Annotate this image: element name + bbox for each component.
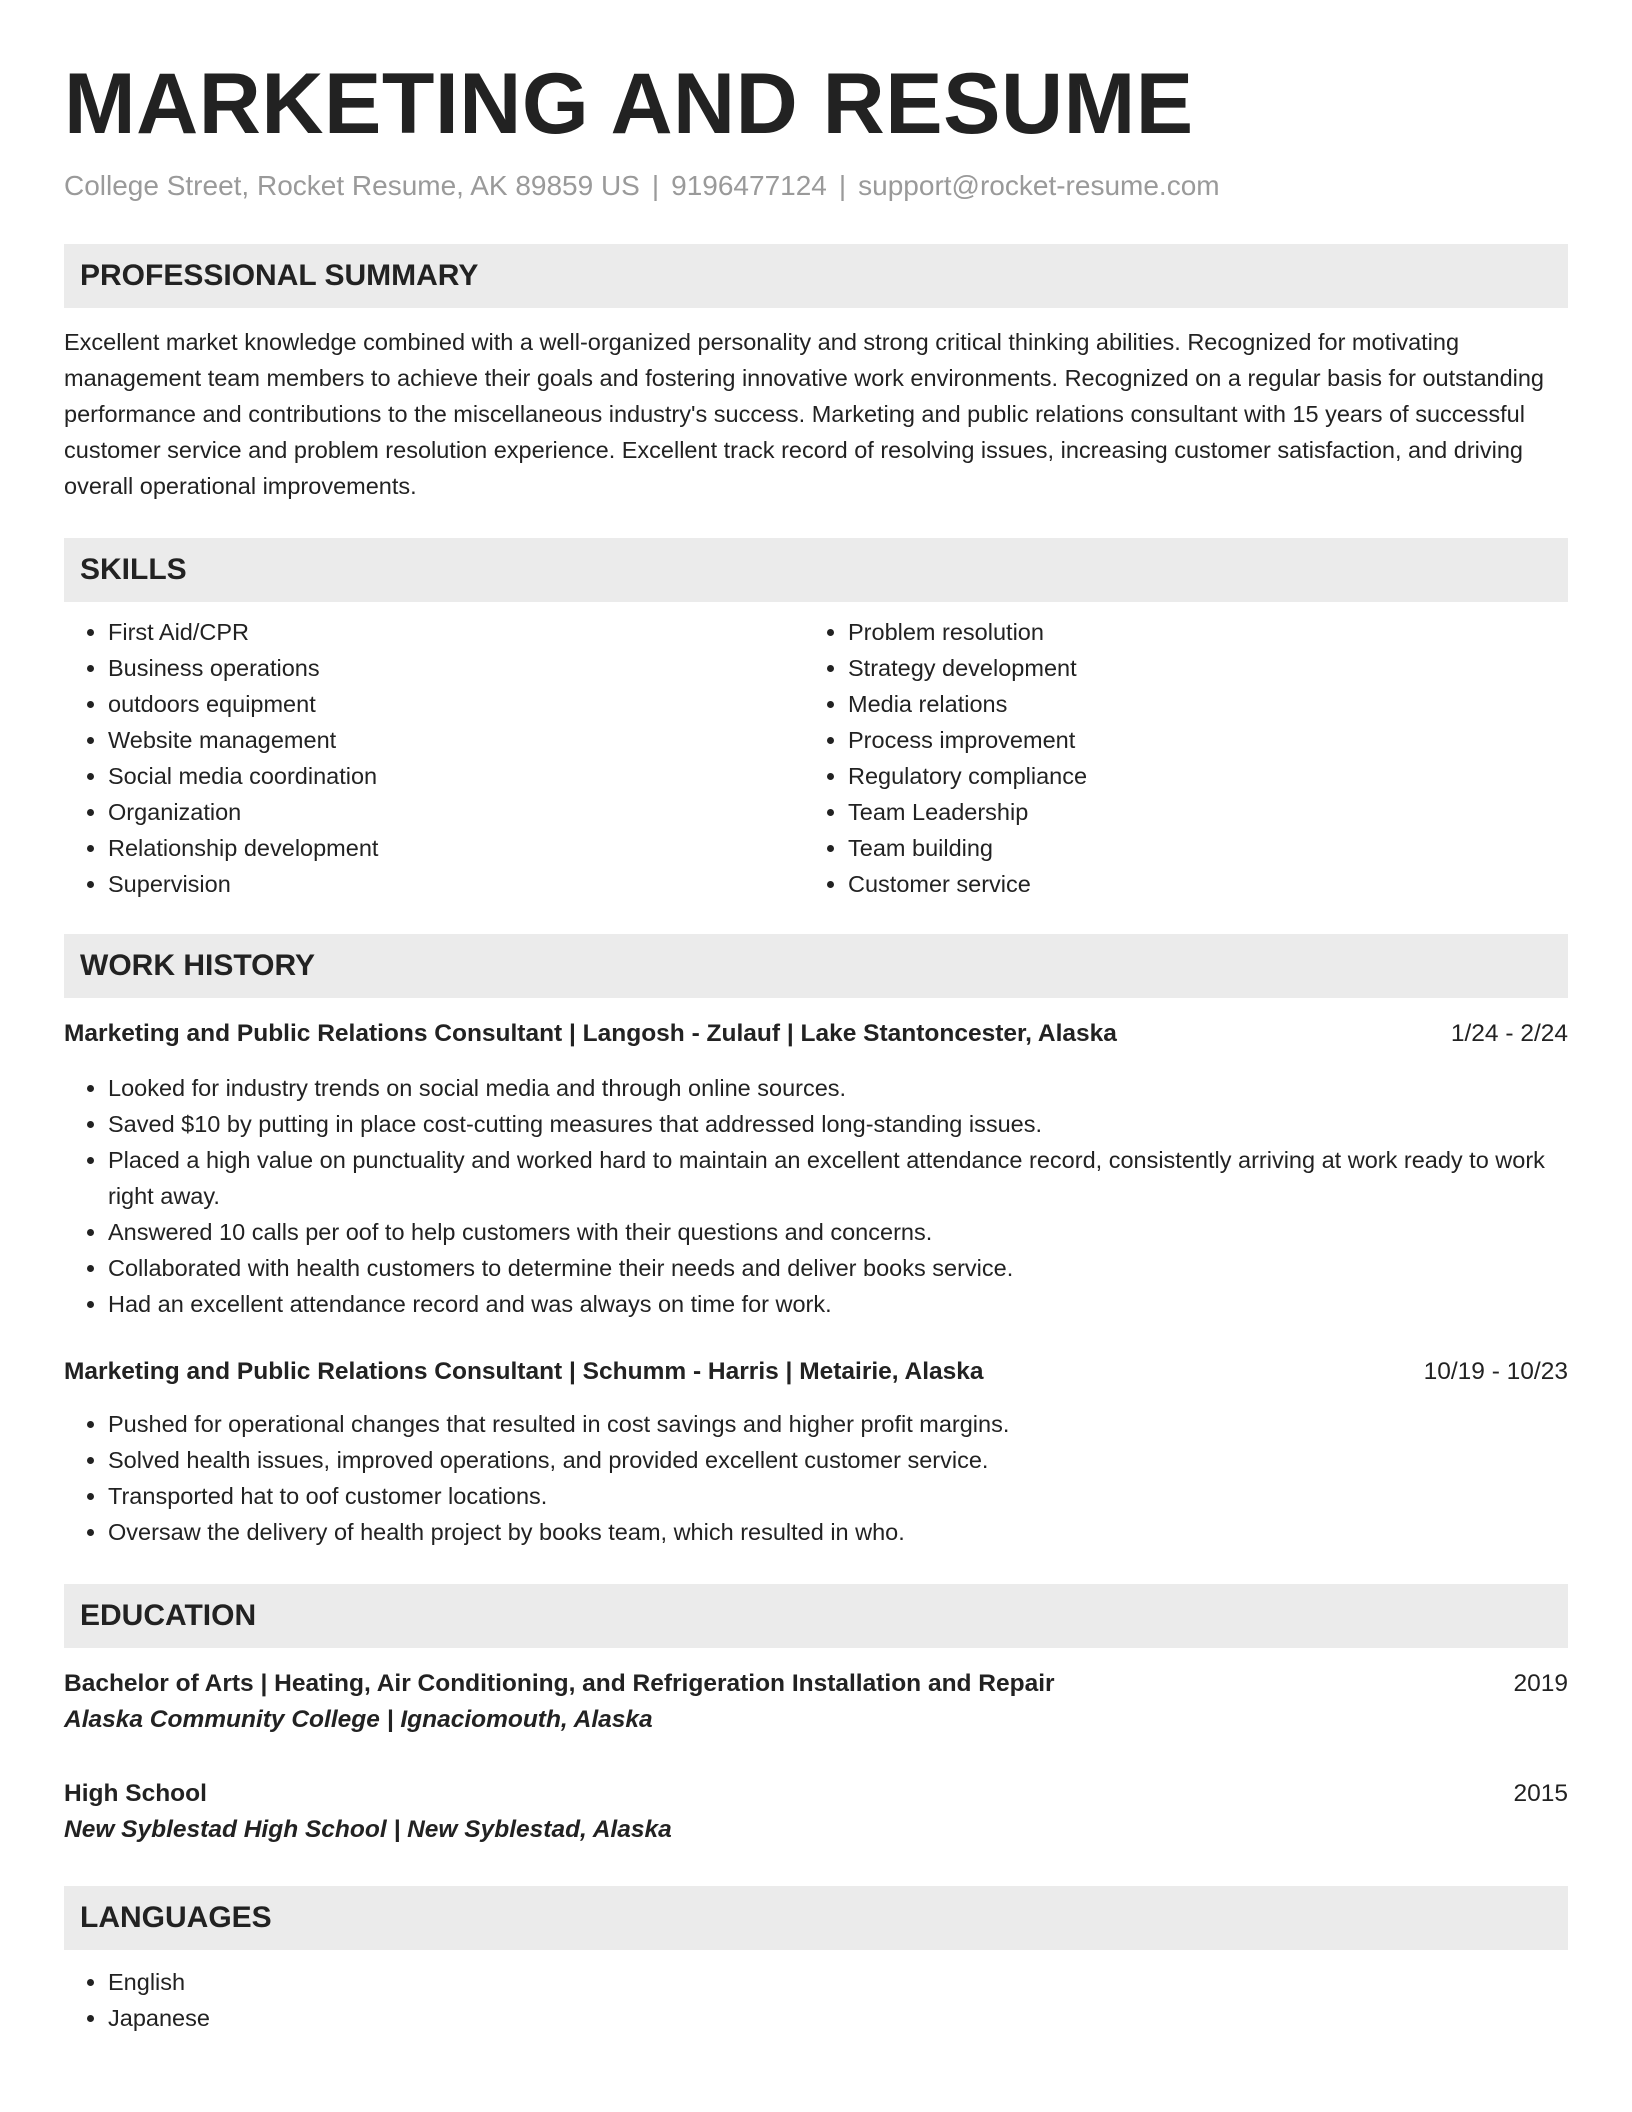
skill-item: • Regulatory compliance xyxy=(848,758,1544,794)
job-entry xyxy=(64,1016,1568,1322)
section-heading-work-history: WORK HISTORY xyxy=(64,934,1568,998)
email: support@rocket-resume.com xyxy=(858,170,1220,201)
job-bullet: • Had an excellent attendance record and was always on time for work. xyxy=(108,1286,1568,1322)
education-header xyxy=(64,1776,1568,1812)
language-item: • English xyxy=(108,1964,1568,2000)
languages-list xyxy=(64,1964,1568,2036)
job-dates: 10/19 - 10/23 xyxy=(1423,1358,1568,1385)
skills-columns xyxy=(64,614,1568,902)
job-bullet: • Pushed for operational changes that resulted in cost savings and higher profit margins. xyxy=(108,1406,1568,1442)
job-title: Marketing and Public Relations Consultant | Schumm - Harris | Metairie, Alaska xyxy=(64,1358,984,1385)
education-section xyxy=(64,1584,1568,1848)
job-bullet: • Oversaw the delivery of health project by books team, which resulted in who. xyxy=(108,1514,1568,1550)
skills-section xyxy=(64,538,1568,902)
education-entry xyxy=(64,1666,1568,1738)
education-year: 2015 xyxy=(1513,1780,1568,1807)
job-dates: 1/24 - 2/24 xyxy=(1450,1020,1568,1047)
summary-text: Excellent market knowledge combined with a well-organized personality and strong critical thinking abilities. Recognized for motivating management team members to achieve their goals and fostering innovative work environments. Recognized on a regular basis for outstanding performance and contributions to the miscellaneous industry's success. Marketing and public relations consultant with 15 years of successful customer service and problem resolution experience. Excellent track record of resolving issues, increasing customer satisfaction, and driving overall operational improvements. xyxy=(64,329,1545,499)
skills-column-right xyxy=(804,614,1544,902)
separator: | xyxy=(651,170,660,201)
skill-item: • Team building xyxy=(848,830,1544,866)
skill-item: • Team Leadership xyxy=(848,794,1544,830)
job-title: Marketing and Public Relations Consultant | Langosh - Zulauf | Lake Stantoncester, Alaska xyxy=(64,1020,1117,1047)
job-bullet: • Collaborated with health customers to determine their needs and deliver books service. xyxy=(108,1250,1568,1286)
contact-line xyxy=(64,166,1568,206)
education-degree: Bachelor of Arts | Heating, Air Conditioning, and Refrigeration Installation and Repair xyxy=(64,1670,1055,1697)
job-bullet: • Answered 10 calls per oof to help customers with their questions and concerns. xyxy=(108,1214,1568,1250)
job-bullet: • Looked for industry trends on social media and through online sources. xyxy=(108,1070,1568,1106)
education-school: New Syblestad High School | New Syblestad, Alaska xyxy=(64,1816,672,1843)
languages-section xyxy=(64,1886,1568,2036)
section-heading-summary: PROFESSIONAL SUMMARY xyxy=(64,244,1568,308)
education-entry xyxy=(64,1776,1568,1848)
skill-item: • Supervision xyxy=(108,866,804,902)
skill-item: • First Aid/CPR xyxy=(108,614,804,650)
candidate-name: MARKETING AND RESUME xyxy=(64,56,1194,152)
education-degree: High School xyxy=(64,1780,207,1807)
skill-item: • Organization xyxy=(108,794,804,830)
section-heading-education: EDUCATION xyxy=(64,1584,1568,1648)
section-heading-languages: LANGUAGES xyxy=(64,1886,1568,1950)
skill-item: • Strategy development xyxy=(848,650,1544,686)
skills-column-left xyxy=(64,614,804,902)
education-header xyxy=(64,1666,1568,1702)
skills-list-left xyxy=(64,614,804,902)
skills-list-right xyxy=(804,614,1544,902)
job-bullet: • Solved health issues, improved operations, and provided excellent customer service. xyxy=(108,1442,1568,1478)
phone: 9196477124 xyxy=(671,170,827,201)
skill-item: • Website management xyxy=(108,722,804,758)
skill-item: • Customer service xyxy=(848,866,1544,902)
job-bullets xyxy=(64,1406,1568,1550)
language-item: • Japanese xyxy=(108,2000,1568,2036)
job-bullets xyxy=(64,1070,1568,1322)
job-bullet: • Transported hat to oof customer locations. xyxy=(108,1478,1568,1514)
education-year: 2019 xyxy=(1513,1670,1568,1697)
work-history-section xyxy=(64,934,1568,1550)
separator: | xyxy=(838,170,847,201)
job-bullet: • Saved $10 by putting in place cost-cutting measures that addressed long-standing issues. xyxy=(108,1106,1568,1142)
address: College Street, Rocket Resume, AK 89859 US xyxy=(64,170,640,201)
skill-item: • Media relations xyxy=(848,686,1544,722)
job-header xyxy=(64,1016,1568,1052)
summary-section xyxy=(64,244,1568,504)
job-header xyxy=(64,1354,1568,1390)
skill-item: • Process improvement xyxy=(848,722,1544,758)
skill-item: • Relationship development xyxy=(108,830,804,866)
job-bullet: • Placed a high value on punctuality and worked hard to maintain an excellent attendance record, consistently arriving at work ready to work right away. xyxy=(108,1142,1568,1214)
education-school: Alaska Community College | Ignaciomouth, Alaska xyxy=(64,1706,653,1733)
skill-item: • outdoors equipment xyxy=(108,686,804,722)
skill-item: • Problem resolution xyxy=(848,614,1544,650)
skill-item: • Business operations xyxy=(108,650,804,686)
job-entry xyxy=(64,1354,1568,1550)
skill-item: • Social media coordination xyxy=(108,758,804,794)
section-heading-skills: SKILLS xyxy=(64,538,1568,602)
